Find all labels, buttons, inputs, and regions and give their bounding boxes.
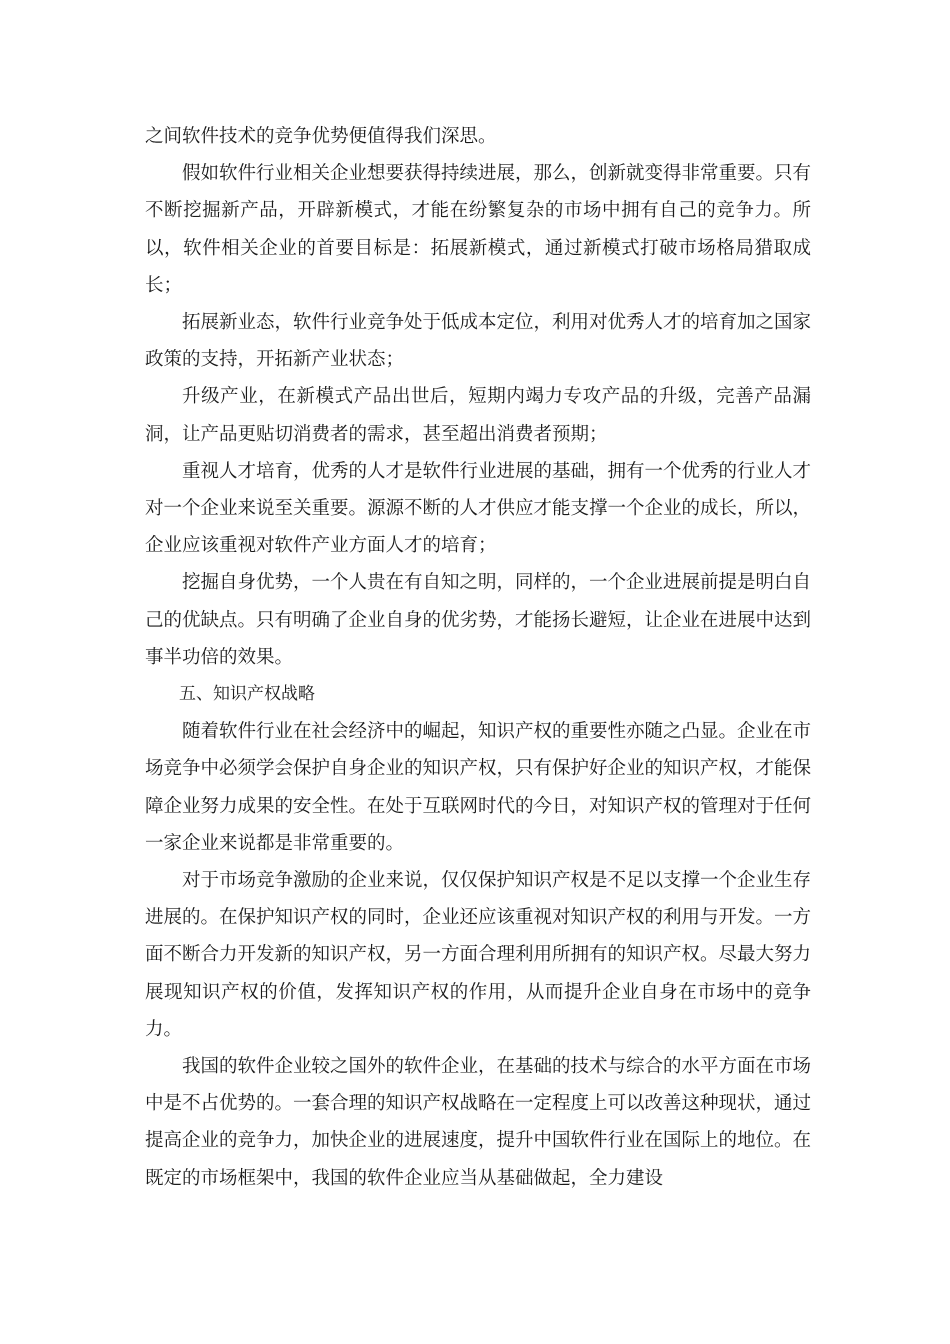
paragraph-upgrade-industry: 升级产业，在新模式产品出世后，短期内竭力专攻产品的升级，完善产品漏洞，让产品更贴切消费者的需求，甚至超出消费者预期； [145, 386, 811, 445]
paragraph-ip-importance: 随着软件行业在社会经济中的崛起，知识产权的重要性亦随之凸显。企业在市场竞争中必须学会保护自身企业的知识产权，只有保护好企业的知识产权，才能保障企业努力成果的安全性。在处于互联网时代的今日，对知识产权的管理对于任何一家企业来说都是非常重要的。 [145, 721, 812, 854]
paragraph-innovation: 假如软件行业相关企业想要获得持续进展，那么，创新就变得非常重要。只有不断挖掘新产品，开辟新模式，才能在纷繁复杂的市场中拥有自己的竞争力。所以，软件相关企业的首要目标是：拓展新模式，通过新模式打破市场格局猎取成长； [145, 163, 812, 296]
paragraph-talent: 重视人才培育，优秀的人才是软件行业进展的基础，拥有一个优秀的行业人才对一个企业来说至关重要。源源不断的人才供应才能支撑一个企业的成长，所以，企业应该重视对软件产业方面人才的培育； [145, 460, 812, 557]
paragraph-ip-utilization: 对于市场竞争激励的企业来说，仅仅保护知识产权是不足以支撑一个企业生存进展的。在保护知识产权的同时，企业还应该重视对知识产权的利用与开发。一方面不断合力开发新的知识产权，另一方面合理利用所拥有的知识产权。尽最大努力展现知识产权的价值，发挥知识产权的作用，从而提升企业自身在市场中的竞争力。 [145, 870, 812, 1040]
paragraph-domestic-software: 我国的软件企业较之国外的软件企业，在基础的技术与综合的水平方面在市场中是不占优势的。一套合理的知识产权战略在一定程度上可以改善这种现状，通过提高企业的竞争力，加快企业的进展速度，提升中国软件行业在国际上的地位。在既定的市场框架中，我国的软件企业应当从基础做起，全力建设 [145, 1056, 812, 1189]
paragraph-own-advantages: 挖掘自身优势，一个人贵在有自知之明，同样的，一个企业进展前提是明白自己的优缺点。只有明确了企业自身的优劣势，才能扬长避短，让企业在进展中达到事半功倍的效果。 [145, 572, 812, 668]
document-body [145, 118, 811, 1197]
paragraph-new-business: 拓展新业态，软件行业竞争处于低成本定位，利用对优秀人才的培育加之国家政策的支持，开拓新产业状态； [145, 312, 812, 371]
paragraph-continuation: 之间软件技术的竞争优势便值得我们深思。 [145, 126, 497, 147]
section-heading-ip-strategy: 五、知识产权战略 [179, 684, 315, 705]
